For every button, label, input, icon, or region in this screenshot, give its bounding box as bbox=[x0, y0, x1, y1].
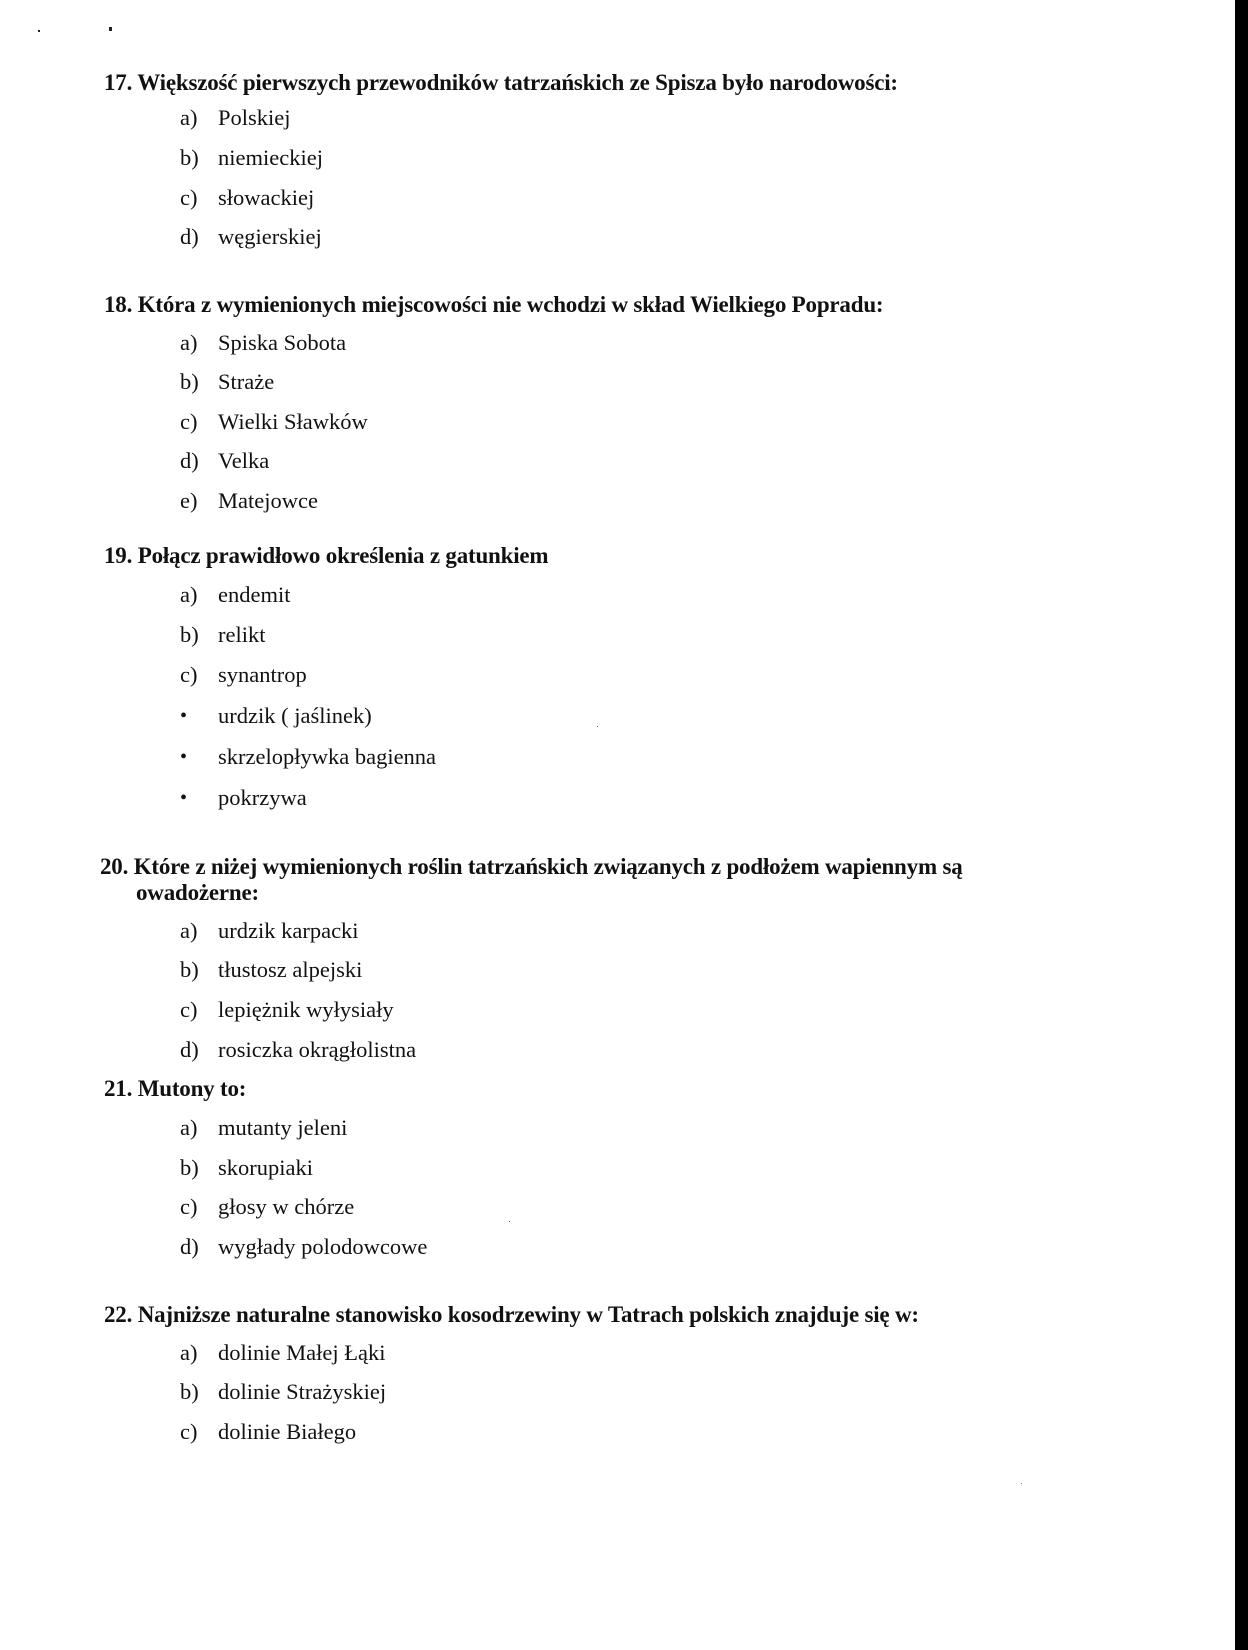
question-number: 19. bbox=[104, 543, 133, 568]
option-marker: c) bbox=[180, 1194, 198, 1219]
scan-speck bbox=[597, 726, 598, 727]
bullet-item bbox=[180, 744, 436, 771]
answer-option bbox=[180, 582, 290, 608]
option-marker: b) bbox=[180, 1155, 199, 1180]
answer-option bbox=[180, 1419, 356, 1445]
option-text: rosiczka okrągłolistna bbox=[218, 1037, 417, 1062]
question-number: 18. bbox=[104, 292, 133, 317]
question-title bbox=[104, 292, 883, 318]
question-title bbox=[104, 70, 898, 96]
question-text: Połącz prawidłowo określenia z gatunkiem bbox=[137, 543, 549, 568]
answer-option bbox=[180, 662, 307, 688]
scan-speck bbox=[1021, 1483, 1022, 1484]
bullet-icon: • bbox=[180, 705, 188, 727]
option-text: tłustosz alpejski bbox=[218, 957, 363, 982]
question-text: Mutony to: bbox=[137, 1076, 247, 1101]
question-text: Większość pierwszych przewodników tatrzańskich ze Spisza było narodowości: bbox=[137, 70, 898, 95]
answer-option bbox=[180, 145, 323, 171]
question-number: 17. bbox=[104, 70, 133, 95]
question-number: 22. bbox=[104, 1302, 133, 1327]
answer-option bbox=[180, 1340, 385, 1366]
option-text: endemit bbox=[218, 582, 291, 607]
option-marker: c) bbox=[180, 1419, 198, 1444]
option-text: głosy w chórze bbox=[218, 1194, 355, 1219]
option-marker: e) bbox=[180, 488, 198, 513]
option-marker: b) bbox=[180, 957, 199, 982]
option-marker: b) bbox=[180, 622, 199, 647]
bullet-icon: • bbox=[180, 746, 188, 768]
option-marker: a) bbox=[180, 582, 198, 607]
option-text: niemieckiej bbox=[218, 145, 323, 170]
answer-option bbox=[180, 1115, 347, 1141]
answer-option bbox=[180, 622, 265, 648]
question-title bbox=[104, 1302, 919, 1328]
bullet-item bbox=[180, 703, 372, 730]
option-marker: a) bbox=[180, 1115, 198, 1140]
question-text: Która z wymienionych miejscowości nie wchodzi w skład Wielkiego Popradu: bbox=[137, 292, 884, 317]
question-text: Najniższe naturalne stanowisko kosodrzewiny w Tatrach polskich znajduje się w: bbox=[137, 1302, 919, 1327]
answer-option bbox=[180, 224, 322, 250]
option-marker: c) bbox=[180, 185, 198, 210]
answer-option bbox=[180, 448, 269, 474]
option-marker: c) bbox=[180, 997, 198, 1022]
answer-option bbox=[180, 957, 362, 983]
option-marker: b) bbox=[180, 1379, 199, 1404]
answer-option bbox=[180, 1379, 386, 1405]
answer-option bbox=[180, 409, 368, 435]
question-text-line1: Które z niżej wymienionych roślin tatrzańskich związanych z podłożem wapiennym są bbox=[133, 854, 963, 879]
option-text: Straże bbox=[218, 369, 275, 394]
answer-option bbox=[180, 185, 314, 211]
bullet-icon: • bbox=[180, 787, 188, 809]
question-number: 20. bbox=[100, 854, 129, 879]
option-marker: a) bbox=[180, 330, 198, 355]
option-text: synantrop bbox=[218, 662, 307, 687]
option-marker: b) bbox=[180, 369, 199, 394]
option-text: Matejowce bbox=[218, 488, 318, 513]
option-text: urdzik karpacki bbox=[218, 918, 359, 943]
option-text: dolinie Małej Łąki bbox=[218, 1340, 386, 1365]
option-text: węgierskiej bbox=[218, 224, 322, 249]
option-text: Polskiej bbox=[218, 105, 291, 130]
option-marker: a) bbox=[180, 918, 198, 943]
answer-option bbox=[180, 330, 346, 356]
option-marker: d) bbox=[180, 448, 199, 473]
scan-speck bbox=[109, 27, 112, 31]
option-text: dolinie Białego bbox=[218, 1419, 357, 1444]
answer-option bbox=[180, 105, 291, 131]
option-marker: b) bbox=[180, 145, 199, 170]
option-text: lepiężnik wyłysiały bbox=[218, 997, 394, 1022]
scan-speck bbox=[509, 1221, 510, 1222]
option-text: słowackiej bbox=[218, 185, 315, 210]
option-marker: d) bbox=[180, 1234, 199, 1259]
bullet-text: urdzik ( jaślinek) bbox=[218, 703, 372, 728]
scan-border bbox=[1235, 0, 1248, 1650]
question-text-line2: owadożerne: bbox=[136, 880, 259, 905]
option-text: Velka bbox=[218, 448, 270, 473]
answer-option bbox=[180, 1155, 313, 1181]
answer-option bbox=[180, 997, 394, 1023]
option-text: skorupiaki bbox=[218, 1155, 313, 1180]
option-text: mutanty jeleni bbox=[218, 1115, 348, 1140]
question-title bbox=[104, 543, 548, 569]
option-text: wygłady polodowcowe bbox=[218, 1234, 428, 1259]
scan-speck bbox=[38, 30, 40, 32]
answer-option bbox=[180, 1194, 354, 1220]
option-text: relikt bbox=[218, 622, 266, 647]
option-marker: c) bbox=[180, 409, 198, 434]
question-title bbox=[100, 854, 1090, 906]
answer-option bbox=[180, 369, 274, 395]
question-number: 21. bbox=[104, 1076, 133, 1101]
option-marker: d) bbox=[180, 224, 199, 249]
option-text: Spiska Sobota bbox=[218, 330, 347, 355]
bullet-text: skrzelopływka bagienna bbox=[218, 744, 437, 769]
option-marker: d) bbox=[180, 1037, 199, 1062]
option-text: Wielki Sławków bbox=[218, 409, 368, 434]
answer-option bbox=[180, 1234, 427, 1260]
option-marker: c) bbox=[180, 662, 198, 687]
answer-option bbox=[180, 1037, 416, 1063]
option-marker: a) bbox=[180, 105, 198, 130]
answer-option bbox=[180, 918, 359, 944]
bullet-text: pokrzywa bbox=[218, 785, 307, 810]
bullet-item bbox=[180, 785, 307, 812]
option-text: dolinie Strażyskiej bbox=[218, 1379, 387, 1404]
answer-option bbox=[180, 488, 318, 514]
option-marker: a) bbox=[180, 1340, 198, 1365]
question-title bbox=[104, 1076, 246, 1102]
